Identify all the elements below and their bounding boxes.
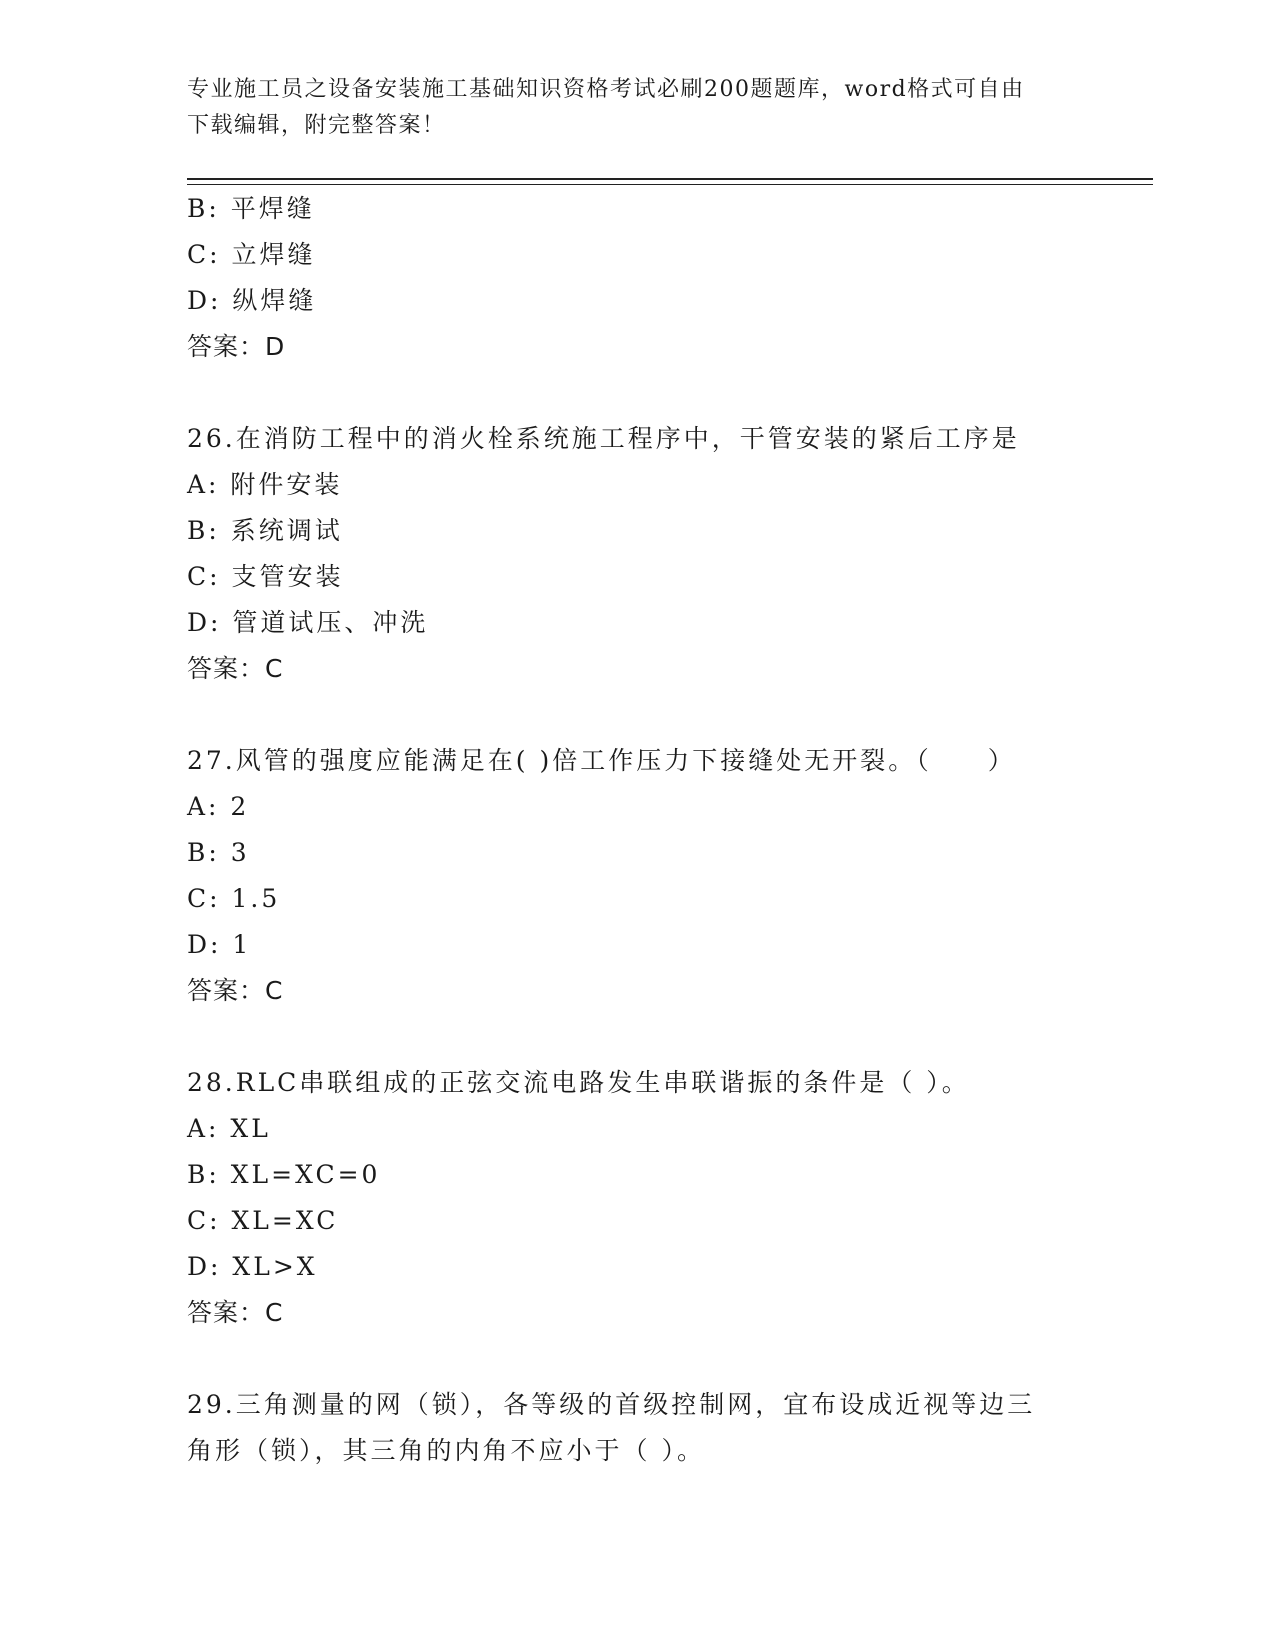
question-28 bbox=[187, 1060, 1153, 1336]
option-a: A: 2 bbox=[187, 792, 250, 821]
option-b: B: 系统调试 bbox=[187, 516, 343, 545]
question-27 bbox=[187, 738, 1153, 1014]
option-c: C: 支管安装 bbox=[187, 562, 344, 591]
option-b: B: XL=XC=0 bbox=[187, 1160, 381, 1189]
answer: 答案：C bbox=[187, 976, 284, 1005]
page-header bbox=[187, 72, 1067, 144]
option-c: C: XL=XC bbox=[187, 1206, 339, 1235]
option-d: D: 纵焊缝 bbox=[187, 286, 317, 315]
answer: 答案：C bbox=[187, 1298, 284, 1327]
question-list bbox=[187, 186, 1153, 1474]
question-25-continued bbox=[187, 186, 1153, 370]
option-a: A: XL bbox=[187, 1114, 271, 1143]
answer: 答案：C bbox=[187, 654, 284, 683]
option-d: D: XL>X bbox=[187, 1252, 318, 1281]
option-d: D: 1 bbox=[187, 930, 252, 959]
question-stem-line-2: 角形（锁），其三角的内角不应小于（ ）。 bbox=[187, 1436, 705, 1465]
question-stem: 27.风管的强度应能满足在( )倍工作压力下接缝处无开裂。（ ） bbox=[187, 746, 1016, 775]
option-b: B: 平焊缝 bbox=[187, 194, 315, 223]
option-c: C: 立焊缝 bbox=[187, 240, 316, 269]
header-line-1: 专业施工员之设备安装施工基础知识资格考试必刷200题题库，word格式可自由 bbox=[187, 77, 1025, 102]
question-stem-line-1: 29.三角测量的网（锁），各等级的首级控制网，宜布设成近视等边三 bbox=[187, 1390, 1036, 1419]
question-stem: 26.在消防工程中的消火栓系统施工程序中，干管安装的紧后工序是 bbox=[187, 424, 1020, 453]
option-d: D: 管道试压、冲洗 bbox=[187, 608, 429, 637]
option-b: B: 3 bbox=[187, 838, 250, 867]
header-divider-thick bbox=[187, 178, 1153, 180]
option-c: C: 1.5 bbox=[187, 884, 281, 913]
question-26 bbox=[187, 416, 1153, 692]
answer: 答案：D bbox=[187, 332, 286, 361]
question-stem: 28.RLC串联组成的正弦交流电路发生串联谐振的条件是（ ）。 bbox=[187, 1068, 970, 1097]
header-line-2: 下载编辑，附完整答案！ bbox=[187, 113, 446, 138]
question-29 bbox=[187, 1382, 1153, 1474]
option-a: A: 附件安装 bbox=[187, 470, 343, 499]
header-divider-thin bbox=[187, 184, 1153, 185]
